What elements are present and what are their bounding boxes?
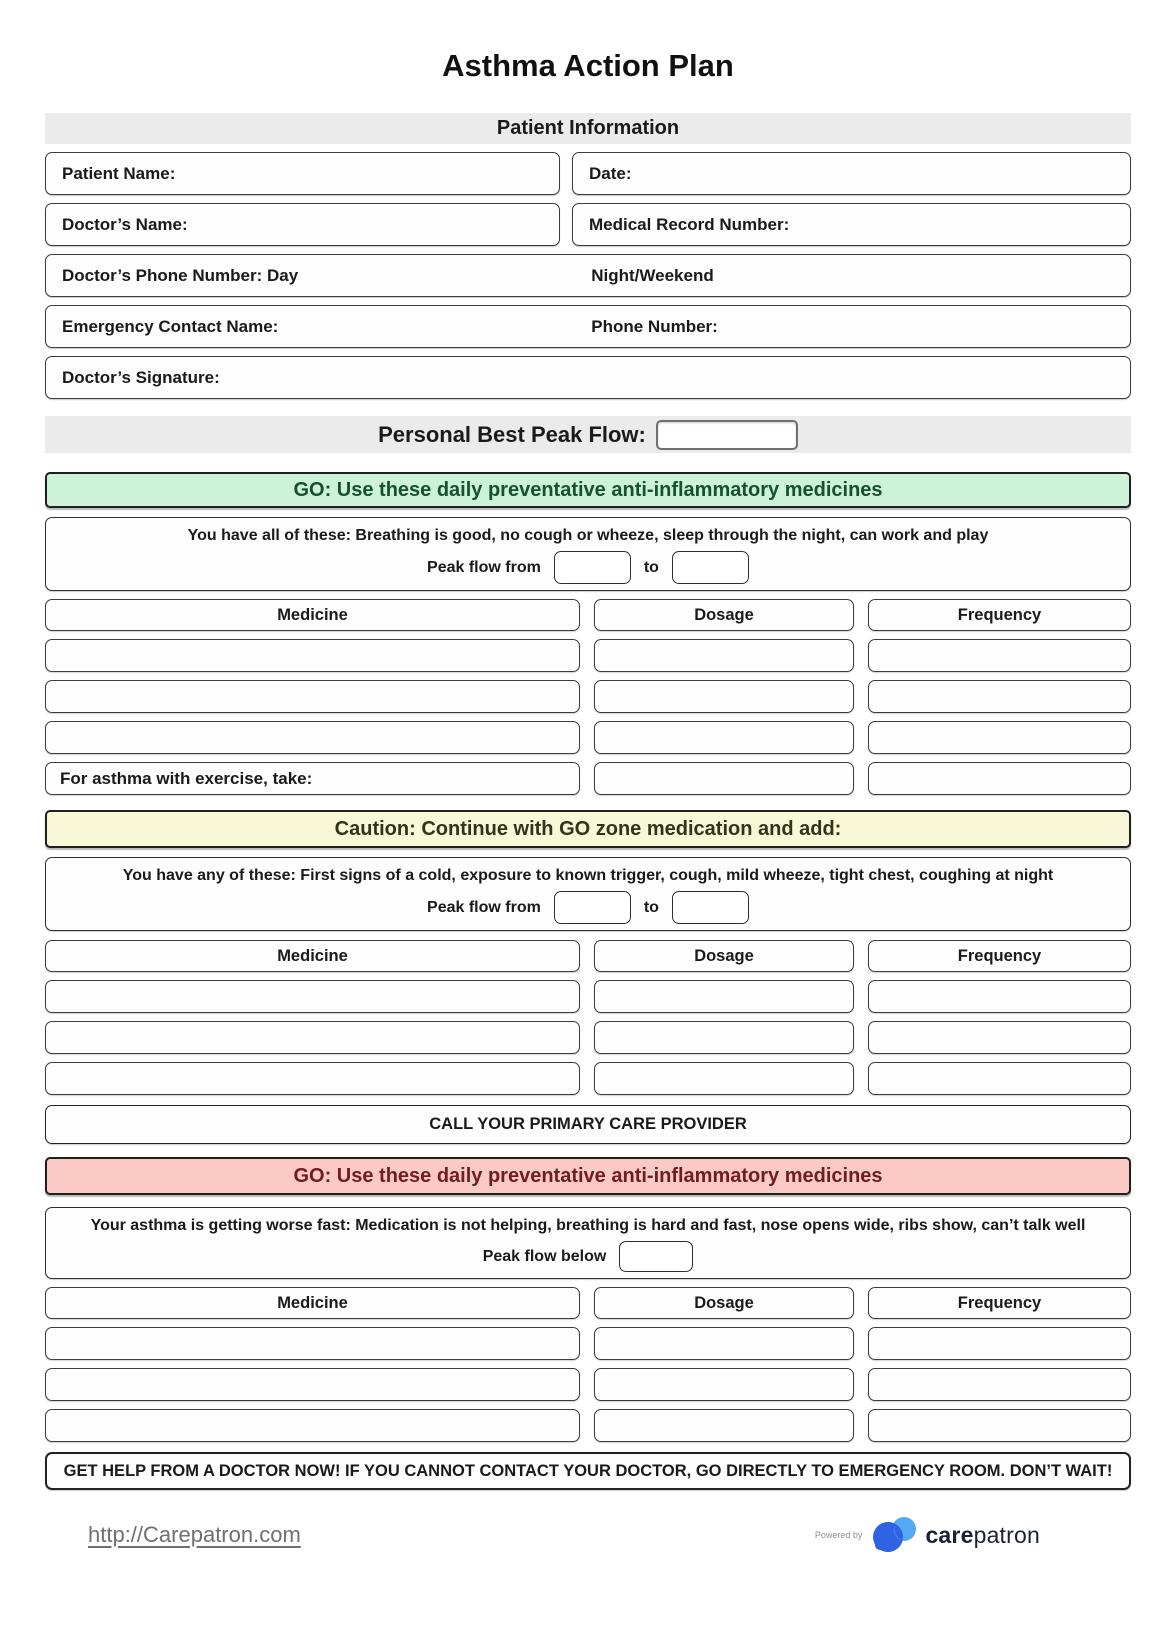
- go-medicine-input-3[interactable]: [45, 721, 580, 754]
- caution-zone-medicine-table: [45, 940, 1131, 1095]
- caution-dosage-input-3[interactable]: [594, 1062, 854, 1095]
- danger-medicine-input-1[interactable]: [45, 1327, 580, 1360]
- go-exercise-dosage-input[interactable]: [594, 762, 854, 795]
- carepatron-logo-icon: [871, 1514, 923, 1556]
- patient-information-heading: Patient Information: [496, 117, 680, 139]
- caution-peak-flow-from-label: Peak flow from: [427, 898, 541, 916]
- danger-table-header-row: [45, 1287, 1131, 1319]
- danger-medicine-input-3[interactable]: [45, 1409, 580, 1442]
- go-frequency-input-2[interactable]: [868, 680, 1131, 713]
- caution-medicine-input-3[interactable]: [45, 1062, 580, 1095]
- danger-table-row-3: [45, 1409, 1131, 1442]
- caution-peak-flow-from-input[interactable]: [554, 891, 631, 924]
- emergency-contact-field[interactable]: [45, 305, 1131, 348]
- caution-table-row-1: [45, 980, 1131, 1013]
- phone-number-label: Phone Number:: [591, 316, 718, 336]
- go-peak-flow-to-label: to: [643, 558, 659, 576]
- go-dosage-header: Dosage: [594, 599, 854, 631]
- doctor-phone-field[interactable]: [45, 254, 1131, 297]
- go-dosage-input-3[interactable]: [594, 721, 854, 754]
- go-zone-medicine-table: [45, 599, 1131, 795]
- page-title: Asthma Action Plan: [442, 48, 734, 83]
- go-peak-flow-to-input[interactable]: [672, 551, 749, 584]
- go-medicine-input-1[interactable]: [45, 639, 580, 672]
- caution-dosage-input-1[interactable]: [594, 980, 854, 1013]
- emergency-contact-name-label: Emergency Contact Name:: [62, 316, 279, 336]
- patient-name-date-row: [45, 152, 1131, 195]
- powered-by-group: [815, 1514, 1040, 1556]
- caution-peak-flow-to-label: to: [643, 898, 659, 916]
- logo-patron: patron: [973, 1521, 1040, 1548]
- danger-frequency-input-1[interactable]: [868, 1327, 1131, 1360]
- danger-medicine-input-2[interactable]: [45, 1368, 580, 1401]
- go-exercise-row: [45, 762, 1131, 795]
- doctor-signature-row: [45, 356, 1131, 399]
- doctor-name-mrn-row: [45, 203, 1131, 246]
- emergency-warning-box: [45, 1452, 1131, 1490]
- call-primary-care-provider-box: [45, 1105, 1131, 1144]
- danger-dosage-input-1[interactable]: [594, 1327, 854, 1360]
- doctor-signature-label: Doctor’s Signature:: [62, 367, 220, 387]
- go-table-header-row: [45, 599, 1131, 631]
- doctor-phone-row: [45, 254, 1131, 297]
- call-primary-care-provider-text: CALL YOUR PRIMARY CARE PROVIDER: [429, 1115, 747, 1133]
- doctor-name-label: Doctor’s Name:: [62, 214, 188, 234]
- patient-name-field[interactable]: [45, 152, 560, 195]
- go-exercise-label: For asthma with exercise, take:: [60, 768, 313, 788]
- caution-zone-symptoms-text: You have any of these: First signs of a cold, exposure to known trigger, cough, mild wheeze, tight chest, coughing at night: [122, 867, 1054, 884]
- go-zone-symptoms-text: You have all of these: Breathing is good, no cough or wheeze, sleep through the night, can work and play: [187, 527, 989, 544]
- caution-frequency-header: Frequency: [868, 940, 1131, 972]
- danger-zone-symptoms-text: Your asthma is getting worse fast: Medication is not helping, breathing is hard and fast, nose opens wide, ribs show, can’t talk well: [90, 1217, 1086, 1234]
- personal-best-peak-flow-label: Personal Best Peak Flow:: [378, 421, 646, 447]
- danger-table-row-1: [45, 1327, 1131, 1360]
- carepatron-logo-text: [925, 1522, 1040, 1549]
- night-weekend-label: Night/Weekend: [591, 265, 714, 285]
- patient-information-header-band: [45, 113, 1131, 144]
- go-frequency-input-3[interactable]: [868, 721, 1131, 754]
- go-medicine-input-2[interactable]: [45, 680, 580, 713]
- danger-peak-flow-below-input[interactable]: [619, 1241, 693, 1272]
- caution-table-header-row: [45, 940, 1131, 972]
- caution-frequency-input-2[interactable]: [868, 1021, 1131, 1054]
- go-zone-banner: [45, 472, 1131, 508]
- caution-dosage-input-2[interactable]: [594, 1021, 854, 1054]
- danger-dosage-header: Dosage: [594, 1287, 854, 1319]
- danger-dosage-input-2[interactable]: [594, 1368, 854, 1401]
- go-peak-flow-from-input[interactable]: [554, 551, 631, 584]
- medical-record-number-field[interactable]: [572, 203, 1131, 246]
- go-table-row-2: [45, 680, 1131, 713]
- go-frequency-input-1[interactable]: [868, 639, 1131, 672]
- danger-peak-flow-below-label: Peak flow below: [482, 1247, 607, 1265]
- doctor-name-field[interactable]: [45, 203, 560, 246]
- caution-zone-banner-text: Caution: Continue with GO zone medication and add:: [334, 817, 842, 840]
- danger-zone-symptoms-box: [45, 1207, 1131, 1279]
- caution-zone-symptoms-box: [45, 857, 1131, 931]
- go-table-row-3: [45, 721, 1131, 754]
- danger-frequency-input-3[interactable]: [868, 1409, 1131, 1442]
- go-table-row-1: [45, 639, 1131, 672]
- caution-table-row-3: [45, 1062, 1131, 1095]
- caution-table-row-2: [45, 1021, 1131, 1054]
- go-zone-symptoms-box: [45, 517, 1131, 591]
- danger-zone-medicine-table: [45, 1287, 1131, 1442]
- go-peak-flow-from-label: Peak flow from: [427, 558, 541, 576]
- doctor-signature-field[interactable]: [45, 356, 1131, 399]
- go-zone-peak-flow-row: [56, 551, 1120, 584]
- go-exercise-frequency-input[interactable]: [868, 762, 1131, 795]
- danger-medicine-header: Medicine: [45, 1287, 580, 1319]
- personal-best-peak-flow-input[interactable]: [656, 420, 798, 450]
- danger-zone-banner: [45, 1157, 1131, 1195]
- danger-dosage-input-3[interactable]: [594, 1409, 854, 1442]
- personal-best-peak-flow-band: [45, 416, 1131, 453]
- caution-peak-flow-to-input[interactable]: [672, 891, 749, 924]
- caution-frequency-input-1[interactable]: [868, 980, 1131, 1013]
- caution-medicine-input-1[interactable]: [45, 980, 580, 1013]
- patient-name-label: Patient Name:: [62, 163, 176, 183]
- logo-care: care: [925, 1521, 974, 1548]
- caution-zone-banner: [45, 810, 1131, 848]
- emergency-warning-text: GET HELP FROM A DOCTOR NOW! IF YOU CANNOT CONTACT YOUR DOCTOR, GO DIRECTLY TO EMERGENCY ROOM. DON’T WAIT!: [63, 1461, 1113, 1480]
- danger-frequency-header: Frequency: [868, 1287, 1131, 1319]
- go-dosage-input-1[interactable]: [594, 639, 854, 672]
- caution-medicine-input-2[interactable]: [45, 1021, 580, 1054]
- caution-medicine-header: Medicine: [45, 940, 580, 972]
- carepatron-link[interactable]: http://Carepatron.com: [88, 1522, 301, 1547]
- go-frequency-header: Frequency: [868, 599, 1131, 631]
- go-dosage-input-2[interactable]: [594, 680, 854, 713]
- danger-zone-banner-text: GO: Use these daily preventative anti-inflammatory medicines: [293, 1164, 883, 1187]
- powered-by-label: Powered by: [814, 1530, 863, 1540]
- caution-zone-peak-flow-row: [56, 891, 1120, 924]
- danger-frequency-input-2[interactable]: [868, 1368, 1131, 1401]
- go-medicine-header: Medicine: [45, 599, 580, 631]
- danger-table-row-2: [45, 1368, 1131, 1401]
- footer: [45, 1514, 1131, 1556]
- doctor-phone-day-label: Doctor’s Phone Number: Day: [62, 265, 299, 285]
- go-exercise-field[interactable]: [45, 762, 580, 795]
- emergency-contact-row: [45, 305, 1131, 348]
- caution-frequency-input-3[interactable]: [868, 1062, 1131, 1095]
- danger-zone-peak-flow-row: [56, 1241, 1120, 1272]
- date-field[interactable]: [572, 152, 1131, 195]
- caution-dosage-header: Dosage: [594, 940, 854, 972]
- carepatron-logo: [871, 1514, 1040, 1556]
- medical-record-number-label: Medical Record Number:: [589, 214, 790, 234]
- go-zone-banner-text: GO: Use these daily preventative anti-inflammatory medicines: [293, 478, 883, 501]
- date-label: Date:: [589, 163, 632, 183]
